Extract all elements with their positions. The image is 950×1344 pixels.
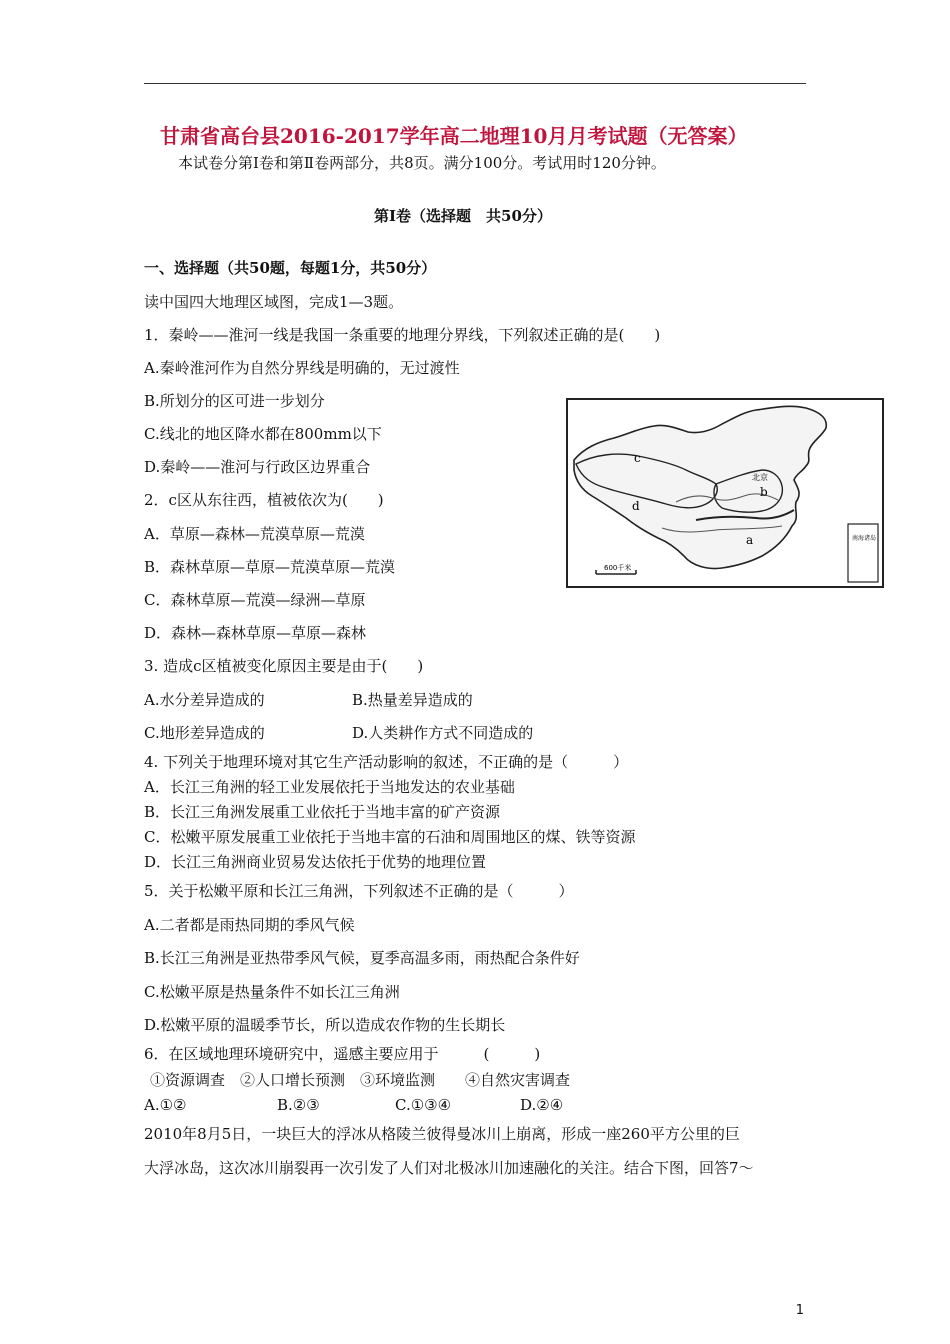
question-3-option-d: D.人类耕作方式不同造成的 bbox=[352, 724, 534, 742]
passage-line-1: 2010年8月5日，一块巨大的浮冰从格陵兰彼得曼冰川上崩离，形成一座260平方公里的巨 bbox=[144, 1125, 740, 1143]
question-4-option-a: A．长江三角洲的轻工业发展依托于当地发达的农业基础 bbox=[144, 778, 515, 796]
question-2-option-c: C．森林草原—荒漠—绿洲—草原 bbox=[144, 591, 366, 609]
region-label-d: d bbox=[632, 499, 640, 513]
question-6-stem: 6．在区域地理环境研究中，遥感主要应用于 ( ) bbox=[144, 1045, 541, 1063]
question-2-option-d: D．森林—森林草原—草原—森林 bbox=[144, 624, 367, 642]
question-6-option-c: C.①③④ bbox=[395, 1096, 452, 1114]
question-6-option-b: B.②③ bbox=[277, 1096, 320, 1114]
question-1-stem: 1．秦岭——淮河一线是我国一条重要的地理分界线，下列叙述正确的是( ) bbox=[144, 326, 661, 344]
question-3-option-c: C.地形差异造成的 bbox=[144, 724, 265, 742]
question-2-option-b: B．森林草原—草原—荒漠草原—荒漠 bbox=[144, 558, 396, 576]
exam-intro: 本试卷分第Ⅰ卷和第Ⅱ卷两部分，共8页。满分100分。考试用时120分钟。 bbox=[178, 154, 666, 172]
part1-heading: 一、选择题（共50题，每题1分，共50分） bbox=[144, 259, 437, 277]
question-4-option-d: D．长江三角洲商业贸易发达依托于优势的地理位置 bbox=[144, 853, 487, 871]
question-5-option-a: A.二者都是雨热同期的季风气候 bbox=[144, 916, 355, 934]
question-4-option-c: C．松嫩平原发展重工业依托于当地丰富的石油和周围地区的煤、铁等资源 bbox=[144, 828, 636, 846]
beijing-label: 北京 bbox=[752, 473, 768, 482]
region-label-b: b bbox=[760, 485, 768, 499]
document-title: 甘肃省高台县2016-2017学年高二地理10月月考试题（无答案） bbox=[160, 124, 748, 148]
region-label-c: c bbox=[634, 451, 641, 465]
part1-lead: 读中国四大地理区域图，完成1—3题。 bbox=[144, 293, 404, 311]
question-2-option-a: A．草原—森林—荒漠草原—荒漠 bbox=[144, 525, 365, 543]
question-1-option-b: B.所划分的区可进一步划分 bbox=[144, 392, 325, 410]
question-5-option-b: B.长江三角洲是亚热带季风气候，夏季高温多雨，雨热配合条件好 bbox=[144, 949, 580, 967]
question-6-items: ①资源调查 ②人口增长预测 ③环境监测 ④自然灾害调查 bbox=[150, 1071, 571, 1089]
china-regions-map bbox=[566, 398, 884, 588]
question-2-stem: 2．c区从东往西，植被依次为( ) bbox=[144, 491, 384, 509]
question-3-option-b: B.热量差异造成的 bbox=[352, 691, 473, 709]
question-3-option-a: A.水分差异造成的 bbox=[144, 691, 265, 709]
scale-label: 600千米 bbox=[604, 564, 632, 572]
question-6-option-d: D.②④ bbox=[520, 1096, 564, 1114]
question-4-stem: 4. 下列关于地理环境对其它生产活动影响的叙述，不正确的是（ ） bbox=[144, 753, 629, 771]
question-5-option-c: C.松嫩平原是热量条件不如长江三角洲 bbox=[144, 983, 400, 1001]
question-1-option-c: C.线北的地区降水都在800mm以下 bbox=[144, 425, 382, 443]
question-3-stem: 3. 造成c区植被变化原因主要是由于( ) bbox=[144, 657, 424, 675]
passage-line-2: 大浮冰岛，这次冰川崩裂再一次引发了人们对北极冰川加速融化的关注。结合下图，回答7～ bbox=[144, 1159, 754, 1177]
page-number: 1 bbox=[795, 1303, 804, 1318]
header-rule bbox=[144, 83, 806, 84]
question-5-stem: 5．关于松嫩平原和长江三角洲，下列叙述不正确的是（ ） bbox=[144, 882, 574, 900]
section-title: 第Ⅰ卷（选择题 共50分） bbox=[374, 207, 552, 225]
question-6-option-a: A.①② bbox=[144, 1096, 187, 1114]
question-4-option-b: B．长江三角洲发展重工业依托于当地丰富的矿产资源 bbox=[144, 803, 501, 821]
region-label-a: a bbox=[746, 533, 754, 547]
inset-label: 南海诸岛 bbox=[852, 535, 877, 542]
south-china-sea-inset bbox=[848, 524, 878, 582]
question-1-option-a: A.秦岭淮河作为自然分界线是明确的，无过渡性 bbox=[144, 359, 460, 377]
question-5-option-d: D.松嫩平原的温暖季节长，所以造成农作物的生长期长 bbox=[144, 1016, 506, 1034]
question-1-option-d: D.秦岭——淮河与行政区边界重合 bbox=[144, 458, 371, 476]
